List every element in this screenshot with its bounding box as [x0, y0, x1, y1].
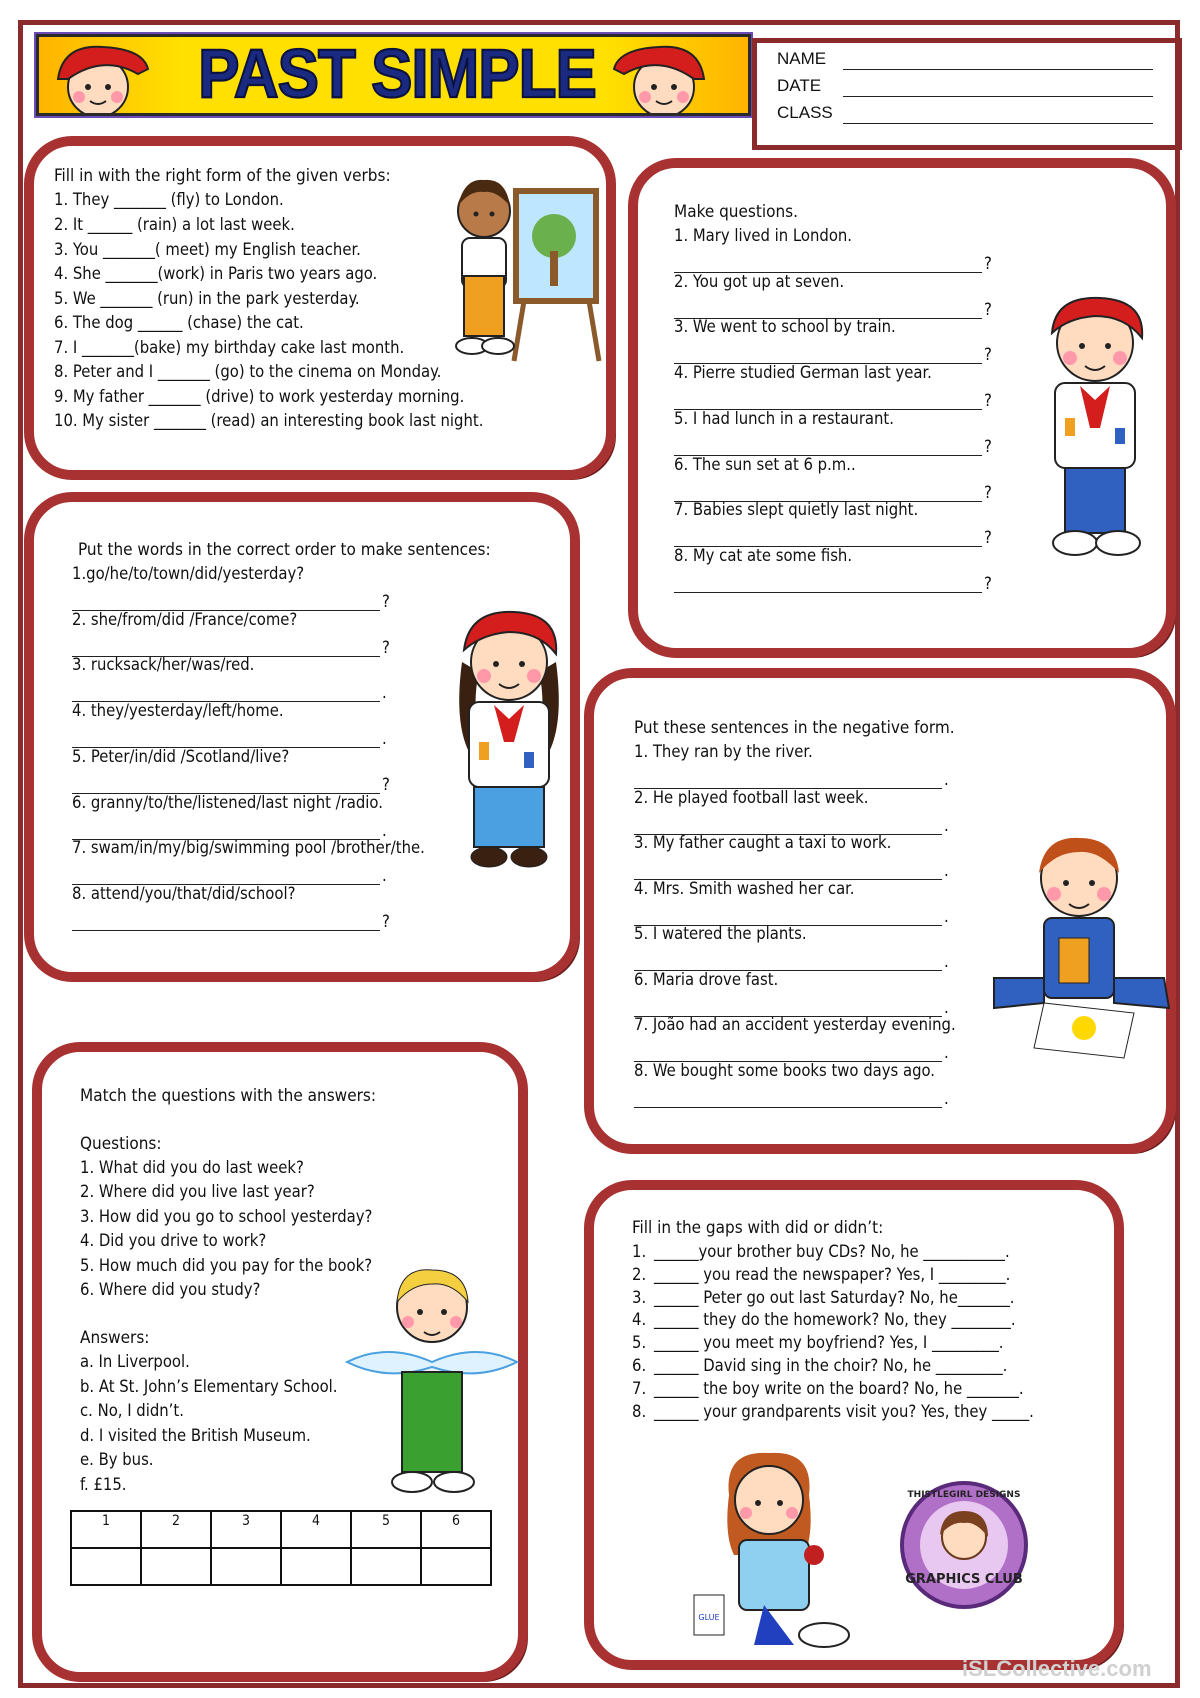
ex3-prompt: 7. swam/in/my/big/swimming pool /brother/the.	[72, 838, 425, 858]
grid-number: 4	[281, 1511, 351, 1548]
ex3-prompt: 3. rucksack/her/was/red.	[72, 655, 255, 675]
grid-answer-cell[interactable]	[71, 1548, 141, 1585]
gap-item-number: 7.	[632, 1378, 647, 1398]
gap-item-number: 4.	[632, 1310, 647, 1330]
class-label: CLASS	[777, 103, 833, 122]
gap-item-text: ______your brother buy CDs? No, he ___________.	[654, 1242, 1010, 1261]
answer-line-end-mark: ?	[382, 911, 390, 931]
ex4-prompt: 2. He played football last week.	[634, 787, 869, 807]
match-question: 1. What did you do last week?	[80, 1158, 304, 1177]
ex2-prompt: 4. Pierre studied German last year.	[674, 363, 932, 383]
answers-label: Answers:	[80, 1328, 150, 1348]
answer-line-end-mark: .	[382, 820, 387, 840]
ex1-item: 4. She _______(work) in Paris two years ago.	[54, 264, 378, 283]
answer-line-end-mark: .	[944, 861, 949, 880]
gap-item-text: ______ they do the homework? No, they ________.	[654, 1310, 1016, 1330]
answer-line-end-mark: .	[382, 683, 387, 703]
match-answer: c. No, I didn’t.	[80, 1401, 184, 1420]
answer-line-end-mark: ?	[382, 774, 390, 794]
answer-line-end-mark: .	[944, 1043, 949, 1062]
answer-line[interactable]	[72, 930, 380, 931]
gap-item-number: 8.	[632, 1401, 647, 1421]
grid-number: 1	[71, 1511, 141, 1548]
ex4-prompt: 3. My father caught a taxi to work.	[634, 833, 892, 852]
ex2-prompt: 1. Mary lived in London.	[674, 226, 853, 245]
answer-line-end-mark: .	[944, 952, 949, 971]
gap-item-text: ______ Peter go out last Saturday? No, he_______.	[654, 1287, 1015, 1307]
gap-item-number: 2.	[632, 1264, 647, 1284]
ex5-instruction: Match the questions with the answers:	[80, 1086, 377, 1106]
answer-line-end-mark: .	[382, 729, 387, 749]
exercise-match	[32, 1042, 528, 1682]
title-banner	[36, 34, 751, 116]
ex3-prompt: 4. they/yesterday/left/home.	[72, 701, 284, 721]
answer-grid	[70, 1510, 492, 1586]
class-field[interactable]	[843, 123, 1153, 124]
ex2-prompt: 5. I had lunch in a restaurant.	[674, 408, 894, 428]
answer-line-end-mark: .	[944, 997, 949, 1017]
grid-answer-cell[interactable]	[211, 1548, 281, 1585]
answer-line-end-mark: ?	[382, 592, 390, 611]
logo-text-bottom: GRAPHICS CLUB	[905, 1572, 1023, 1587]
exercise-word-order	[24, 492, 580, 982]
ex4-prompt: 4. Mrs. Smith washed her car.	[634, 878, 855, 898]
grid-answer-cell[interactable]	[421, 1548, 491, 1585]
ex4-instruction: Put these sentences in the negative form.	[634, 718, 955, 738]
ex4-prompt: 1. They ran by the river.	[634, 742, 813, 761]
answer-line-end-mark: .	[944, 770, 949, 789]
ex1-item: 1. They _______ (fly) to London.	[54, 190, 284, 209]
ex1-item: 2. It ______ (rain) a lot last week.	[54, 215, 295, 234]
gap-item-text: ______ you meet my boyfriend? Yes, I _________.	[654, 1333, 1004, 1353]
answer-line-end-mark: .	[944, 1088, 949, 1108]
grid-number: 3	[211, 1511, 281, 1548]
ex6-instruction: Fill in the gaps with did or didn’t:	[632, 1218, 884, 1238]
ex3-prompt: 6. granny/to/the/listened/last night /radio.	[72, 792, 383, 812]
answer-line-end-mark: ?	[382, 637, 390, 657]
ex1-item: 6. The dog ______ (chase) the cat.	[54, 313, 304, 332]
boy-face-left-icon	[43, 39, 153, 113]
match-answer: f. £15.	[80, 1475, 127, 1494]
answer-line-end-mark: .	[944, 815, 949, 835]
ex1-item: 7. I _______(bake) my birthday cake last month.	[54, 338, 405, 357]
ex2-prompt: 2. You got up at seven.	[674, 271, 845, 291]
name-field[interactable]	[843, 69, 1153, 70]
match-question: 2. Where did you live last year?	[80, 1182, 315, 1201]
thistlegirl-logo	[894, 1475, 1034, 1615]
boy-drawing-illustration	[984, 828, 1174, 1068]
answer-line-end-mark: ?	[984, 528, 992, 548]
match-question: 5. How much did you pay for the book?	[80, 1256, 373, 1275]
ex1-item: 5. We _______ (run) in the park yesterday.	[54, 289, 360, 308]
questions-label: Questions:	[80, 1134, 162, 1154]
ex2-prompt: 7. Babies slept quietly last night.	[674, 500, 919, 520]
student-info-box	[752, 38, 1182, 150]
answer-line-end-mark: .	[944, 906, 949, 926]
girl-red-cap-illustration	[444, 602, 574, 882]
ex3-prompt: 1.go/he/to/town/did/yesterday?	[72, 564, 305, 583]
name-label: NAME	[777, 49, 827, 68]
grid-number: 5	[351, 1511, 421, 1548]
ex3-instruction: Put the words in the correct order to make sentences:	[78, 540, 491, 560]
ex2-instruction: Make questions.	[674, 202, 798, 222]
ex4-prompt: 6. Maria drove fast.	[634, 969, 779, 989]
match-question: 4. Did you drive to work?	[80, 1231, 267, 1250]
girl-paper-chain-illustration	[342, 1262, 522, 1502]
match-question: 3. How did you go to school yesterday?	[80, 1207, 373, 1226]
ex1-item: 3. You _______( meet) my English teacher.	[54, 240, 361, 259]
answer-line-end-mark: ?	[984, 345, 992, 365]
gap-item-text: ______ your grandparents visit you? Yes, they _____.	[654, 1401, 1034, 1421]
date-label: DATE	[777, 76, 822, 95]
boy-face-right-icon	[609, 39, 719, 113]
date-field[interactable]	[843, 96, 1153, 97]
ex2-prompt: 8. My cat ate some fish.	[674, 545, 853, 565]
ex1-item: 9. My father _______ (drive) to work yesterday morning.	[54, 387, 465, 406]
grid-answer-cell[interactable]	[351, 1548, 421, 1585]
match-answer: b. At St. John’s Elementary School.	[80, 1377, 338, 1396]
gap-item-text: ______ the boy write on the board? No, he _______.	[654, 1378, 1024, 1398]
boy-painter-illustration	[444, 166, 604, 366]
ex2-prompt: 3. We went to school by train.	[674, 317, 896, 337]
answer-line-end-mark: ?	[984, 391, 992, 411]
boy-red-cap-illustration	[1030, 288, 1160, 568]
grid-number: 6	[421, 1511, 491, 1548]
watermark: iSLCollective.com	[962, 1656, 1152, 1681]
page-title: PAST SIMPLE	[198, 36, 596, 113]
grid-answer-cell[interactable]	[281, 1548, 351, 1585]
exercise-fill-verbs	[24, 136, 616, 480]
answer-line-end-mark: .	[382, 866, 387, 886]
ex4-prompt: 7. João had an accident yesterday evening.	[634, 1015, 956, 1034]
answer-line-end-mark: ?	[984, 436, 992, 456]
match-question: 6. Where did you study?	[80, 1280, 261, 1299]
girl-scissors-illustration	[684, 1445, 854, 1655]
glue-label: GLUE	[698, 1613, 720, 1622]
answer-line[interactable]	[674, 592, 982, 593]
ex1-item: 10. My sister _______ (read) an interesting book last night.	[54, 411, 484, 430]
ex4-prompt: 5. I watered the plants.	[634, 924, 807, 943]
grid-answer-cell[interactable]	[141, 1548, 211, 1585]
ex3-prompt: 2. she/from/did /France/come?	[72, 609, 298, 629]
answer-line-end-mark: ?	[984, 573, 992, 593]
match-answer: a. In Liverpool.	[80, 1352, 190, 1371]
gap-item-number: 6.	[632, 1356, 647, 1375]
answer-line-end-mark: ?	[984, 299, 992, 319]
logo-text-top: THISTLEGIRL DESIGNS	[907, 1490, 1021, 1500]
exercise-did-didnt	[584, 1180, 1124, 1670]
ex3-prompt: 5. Peter/in/did /Scotland/live?	[72, 746, 290, 766]
ex3-prompt: 8. attend/you/that/did/school?	[72, 883, 296, 903]
match-answer: e. By bus.	[80, 1450, 154, 1469]
answer-line-end-mark: ?	[984, 254, 992, 273]
gap-item-text: ______ you read the newspaper? Yes, I _________.	[654, 1264, 1011, 1284]
gap-item-number: 5.	[632, 1333, 647, 1353]
answer-line[interactable]	[634, 1107, 942, 1108]
ex4-prompt: 8. We bought some books two days ago.	[634, 1060, 935, 1080]
ex2-prompt: 6. The sun set at 6 p.m..	[674, 454, 856, 474]
gap-item-text: ______ David sing in the choir? No, he _________.	[654, 1356, 1008, 1375]
gap-item-number: 3.	[632, 1287, 647, 1307]
ex1-item: 8. Peter and I _______ (go) to the cinema on Monday.	[54, 362, 442, 381]
answer-line-end-mark: ?	[984, 482, 992, 502]
exercise-negative-form	[584, 668, 1176, 1154]
exercise-make-questions	[628, 158, 1176, 658]
grid-number: 2	[141, 1511, 211, 1548]
ex1-instruction: Fill in with the right form of the given verbs:	[54, 166, 391, 186]
gap-item-number: 1.	[632, 1242, 647, 1261]
match-answer: d. I visited the British Museum.	[80, 1426, 311, 1445]
